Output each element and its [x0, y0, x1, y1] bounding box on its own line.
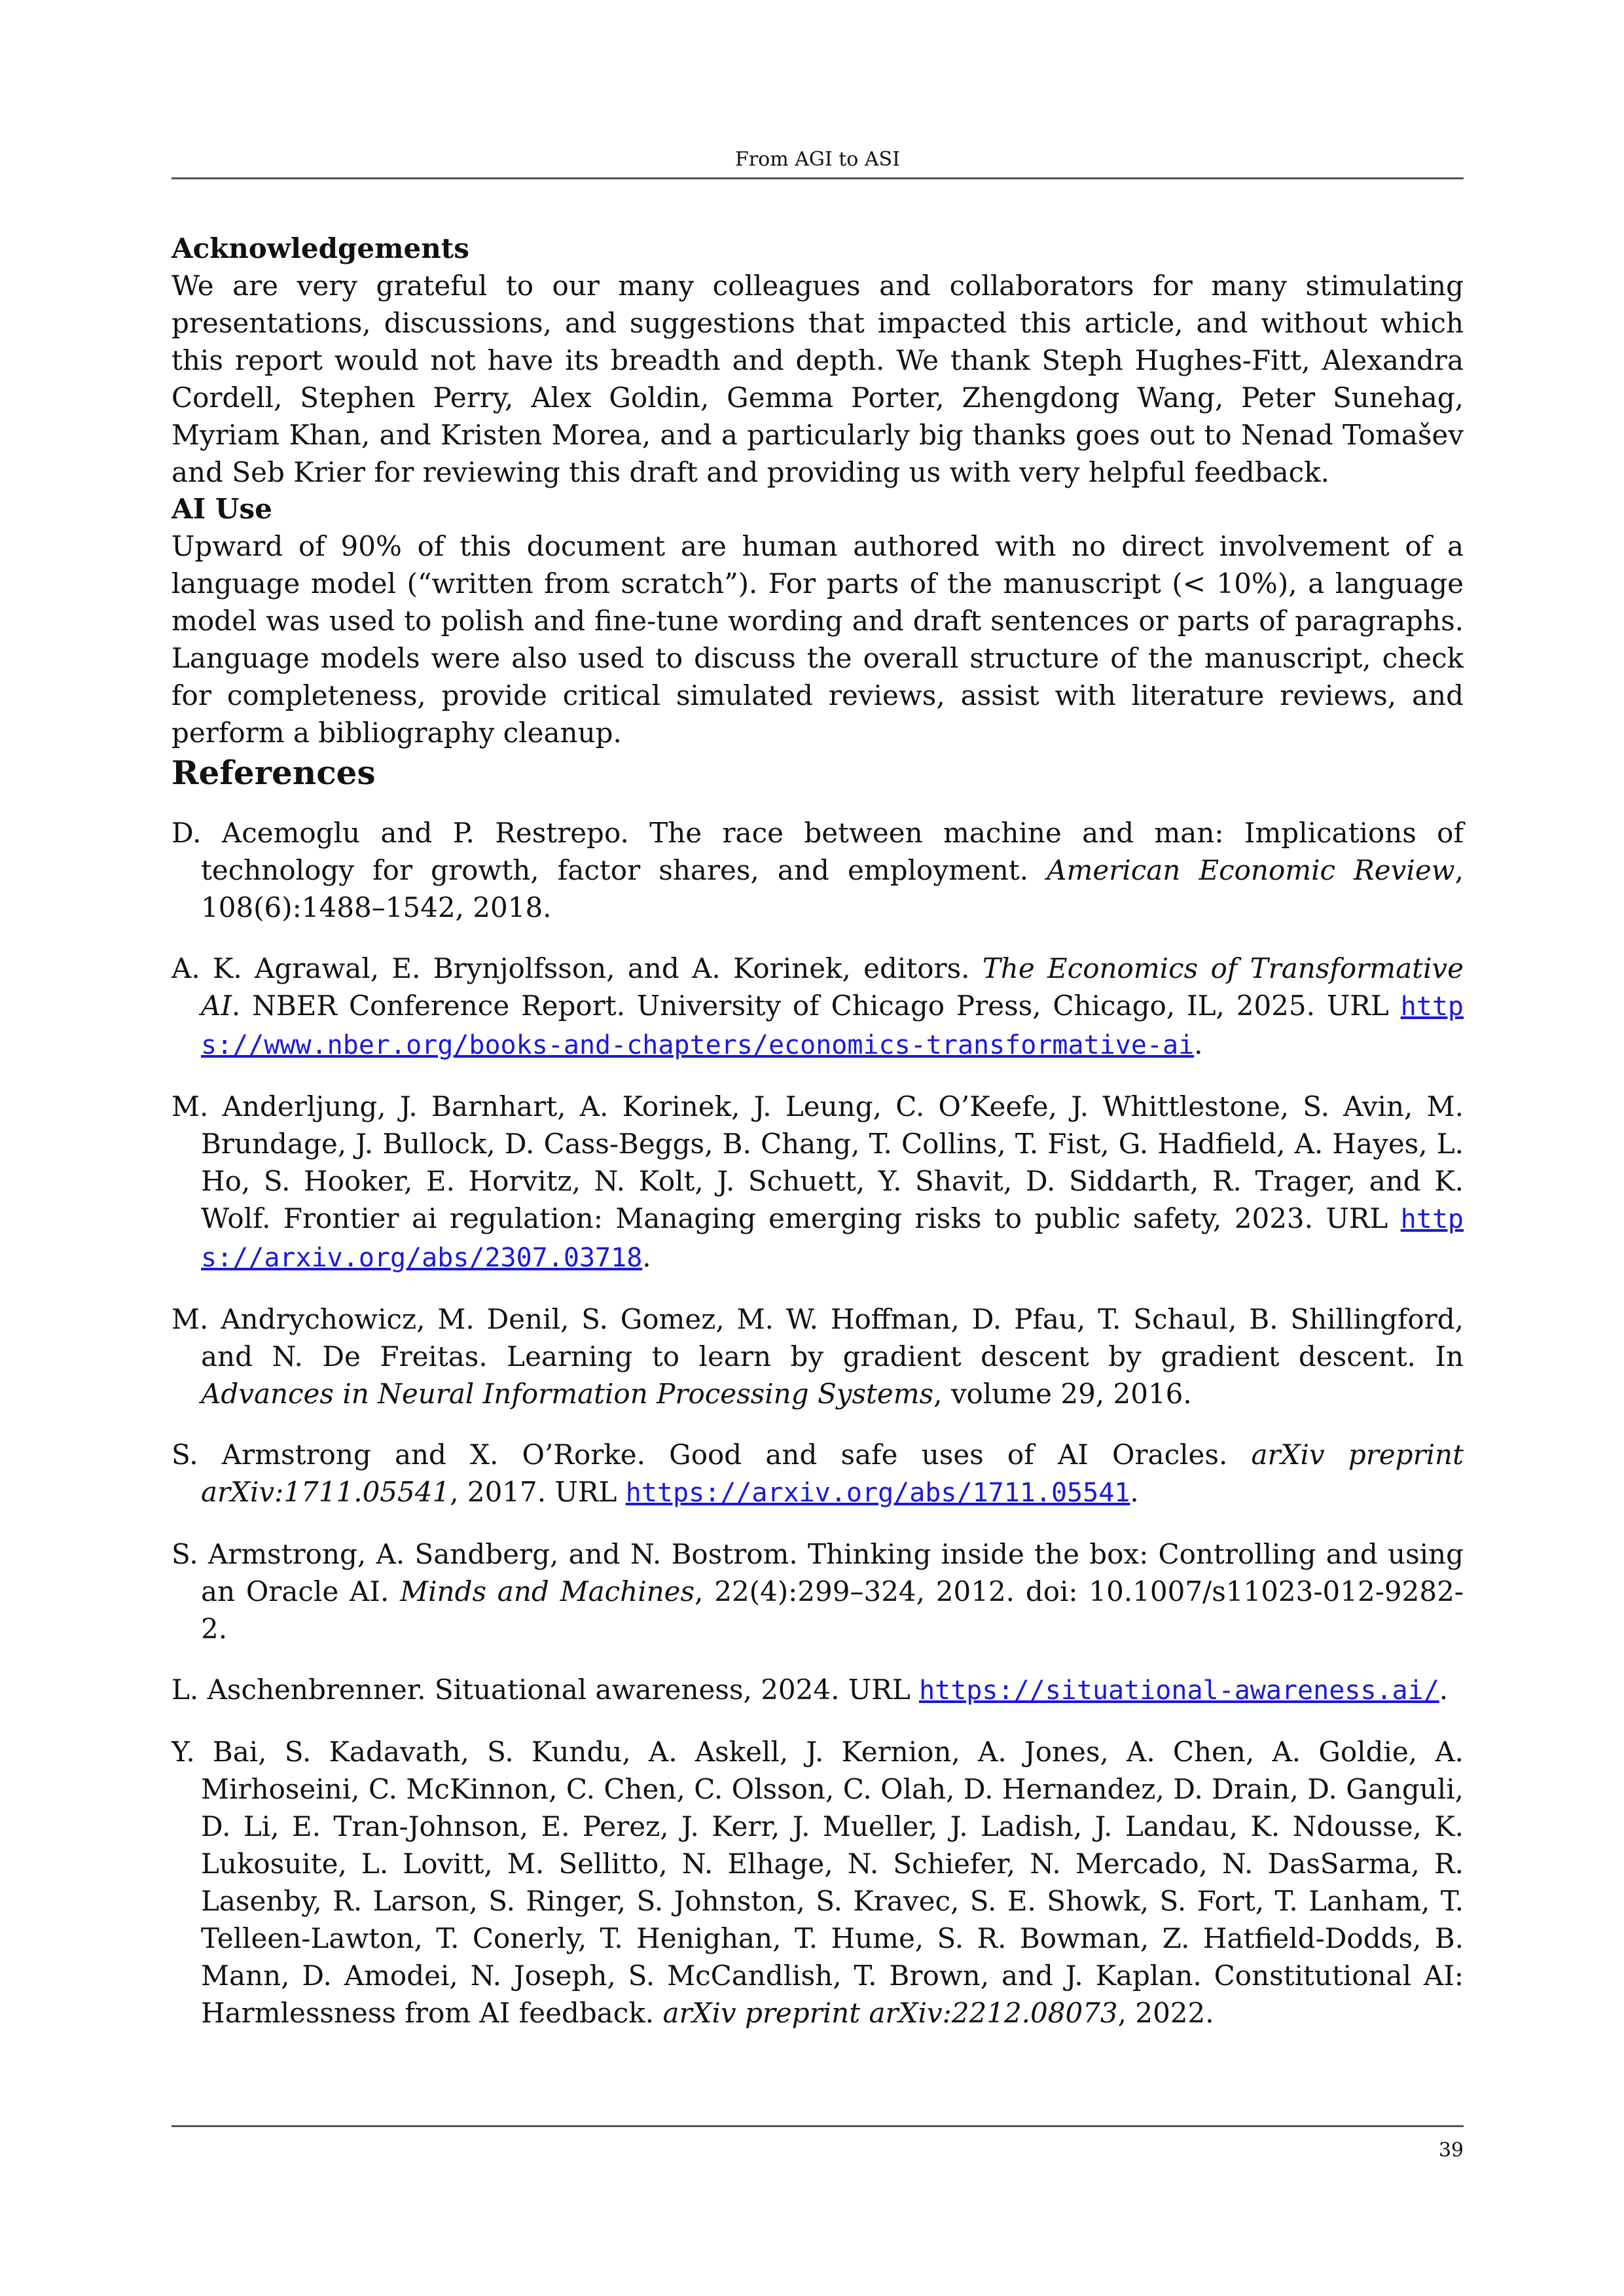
reference-entry — [171, 950, 1464, 1064]
reference-venue: Minds and Machines — [400, 1575, 695, 1607]
page-number: 39 — [1438, 2139, 1464, 2162]
reference-url-link[interactable]: https://www.nber.org/books-and-chapters/economics-transformative-ai — [201, 992, 1464, 1060]
reference-url-link[interactable]: https://situational-awareness.ai/ — [919, 1676, 1439, 1706]
reference-entry — [171, 1300, 1464, 1412]
reference-url-link[interactable]: https://arxiv.org/abs/1711.05541 — [625, 1478, 1130, 1508]
reference-details: , 108(6):1488–1542, 2018. — [201, 854, 1464, 924]
reference-text: Y. Bai, S. Kadavath, S. Kundu, A. Askell, J. Kernion, A. Jones, A. Chen, A. Goldie, A. Mirhoseini, C. McKinnon, C. Chen, C. Olsson, C. Olah, D. Hernandez, D. Drain, D. Ganguli, D. Li, E. Tran-Johnson, E. Perez, J. Kerr, J. Mueller, J. Ladish, J. Landau, K. Ndousse, K. Lukosuite, L. Lovitt, M. Sellitto, N. Elhage, N. Schiefer, N. Mercado, N. DasSarma, R. Lasenby, R. Larson, S. Ringer, S. Johnston, S. Kravec, S. E. Showk, S. Fort, T. Lanham, T. Telleen-Lawton, T. Conerly, T. Henighan, T. Hume, S. R. Bowman, Z. Hatfield-Dodds, B. Mann, D. Amodei, N. Joseph, S. McCandlish, T. Brown, and J. Kaplan. Constitutional AI: Harmlessness from AI feedback. — [171, 1736, 1464, 2029]
reference-text: M. Anderljung, J. Barnhart, A. Korinek, J. Leung, C. O’Keefe, J. Whittlestone, S. Avin, M. Brundage, J. Bullock, D. Cass-Beggs, B. Chang, T. Collins, T. Fist, G. Hadfield, A. Hayes, L. Ho, S. Hooker, E. Horvitz, N. Kolt, J. Schuett, Y. Shavit, D. Siddarth, R. Trager, and K. Wolf. Frontier ai regulation: Managing emerging risks to public safety, 2023. URL — [171, 1090, 1464, 1234]
ai-use-heading: AI Use — [171, 493, 272, 525]
acknowledgements-heading: Acknowledgements — [171, 232, 469, 264]
reference-entry — [171, 1733, 1464, 2032]
reference-url-suffix: . — [1130, 1476, 1139, 1508]
reference-text: M. Andrychowicz, M. Denil, S. Gomez, M. W. Hoffman, D. Pfau, T. Schaul, B. Shillingford, and N. De Freitas. Learning to learn by gradient descent by gradient descent. In — [171, 1303, 1464, 1372]
running-header: From AGI to ASI — [735, 148, 900, 171]
reference-entry — [171, 1436, 1464, 1512]
reference-entry — [171, 1671, 1464, 1710]
reference-details: . NBER Conference Report. University of Chicago Press, Chicago, IL, 2025. URL — [231, 990, 1401, 1022]
reference-details: , 22(4):299–324, 2012. doi: 10.1007/s11023-012-9282-2. — [201, 1575, 1464, 1645]
reference-url-suffix: . — [1194, 1028, 1203, 1060]
reference-details: , volume 29, 2016. — [933, 1378, 1192, 1410]
references-heading: References — [171, 753, 376, 792]
paper-page — [171, 0, 1464, 2296]
reference-url-suffix: . — [642, 1241, 651, 1273]
footer-rule — [171, 2125, 1464, 2127]
reference-venue: arXiv preprint arXiv:1711.05541 — [201, 1439, 1464, 1508]
page-content — [171, 230, 1464, 2032]
header-rule — [171, 177, 1464, 179]
reference-details: , 2017. URL — [450, 1476, 626, 1508]
ai-use-body: Upward of 90% of this document are human authored with no direct involvement of a language model (“written from scratch”). For parts of the manuscript (< 10%), a language model was used to polish and fine-tune wording and draft sentences or parts of paragraphs. Language models were also used to discuss the overall structure of the manuscript, check for completeness, provide critical simulated reviews, assist with literature reviews, and perform a bibliography cleanup. — [171, 530, 1464, 749]
reference-text: S. Armstrong and X. O’Rorke. Good and safe uses of AI Oracles. — [171, 1439, 1252, 1471]
reference-entry — [171, 1088, 1464, 1277]
reference-entry — [171, 1535, 1464, 1647]
reference-venue: American Economic Review — [1047, 854, 1455, 886]
reference-url-link[interactable]: https://arxiv.org/abs/2307.03718 — [201, 1204, 1464, 1273]
reference-url-suffix: . — [1439, 1674, 1449, 1706]
references-list — [171, 814, 1464, 2032]
reference-venue: The Economics of Transformative AI — [201, 952, 1464, 1022]
reference-venue: arXiv preprint arXiv:2212.08073 — [662, 1997, 1118, 2029]
reference-details: , 2022. — [1117, 1997, 1214, 2029]
reference-text: S. Armstrong, A. Sandberg, and N. Bostrom. Thinking inside the box: Controlling and using an Oracle AI. — [171, 1538, 1464, 1607]
acknowledgements-body: We are very grateful to our many colleagues and collaborators for many stimulating presentations, discussions, and suggestions that impacted this article, and without which this report would not have its breadth and depth. We thank Steph Hughes-Fitt, Alexandra Cordell, Stephen Perry, Alex Goldin, Gemma Porter, Zhengdong Wang, Peter Sunehag, Myriam Khan, and Kristen Morea, and a particularly big thanks goes out to Nenad Tomašev and Seb Krier for reviewing this draft and providing us with very helpful feedback. — [171, 270, 1464, 488]
reference-entry — [171, 814, 1464, 926]
reference-venue: Advances in Neural Information Processing Systems — [201, 1378, 934, 1410]
reference-text: A. K. Agrawal, E. Brynjolfsson, and A. Korinek, editors. — [171, 952, 983, 984]
reference-text: D. Acemoglu and P. Restrepo. The race between machine and man: Implications of technology for growth, factor shares, and employment. — [171, 817, 1464, 886]
reference-text: L. Aschenbrenner. Situational awareness, 2024. URL — [171, 1674, 920, 1706]
